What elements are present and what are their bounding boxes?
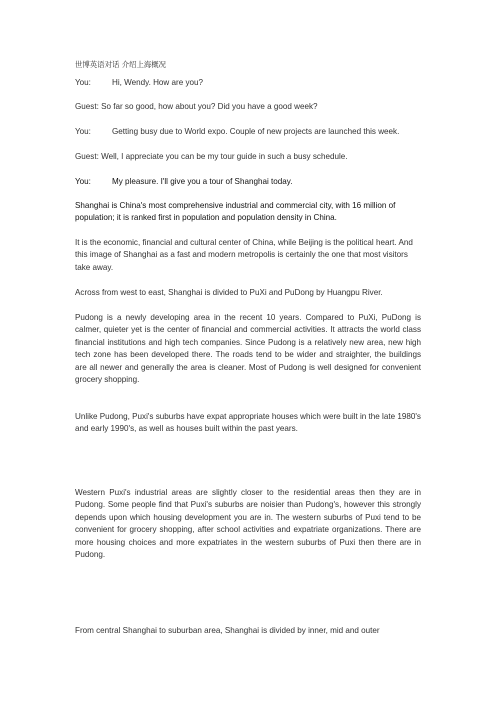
- speaker-label: Guest:: [75, 152, 99, 161]
- dialogue-text: Hi, Wendy. How are you?: [112, 78, 204, 87]
- dialogue-line: [75, 126, 425, 138]
- body-paragraph: It is the economic, financial and cultural center of China, while Beijing is the political heart. And this image of Shanghai as a fast and modern metropolis is certainly the one that most visitors take away.: [75, 238, 413, 272]
- body-paragraph: Unlike Pudong, Puxi's suburbs have expat appropriate houses which were built in the late 1980's and early 1990's, as well as houses built within the past years.: [75, 412, 421, 434]
- speaker-label: You:: [75, 177, 91, 186]
- dialogue-text: My pleasure. I'll give you a tour of Shanghai today.: [112, 177, 293, 186]
- dialogue-text: So far so good, how about you? Did you have a good week?: [101, 102, 318, 111]
- dialogue-line: [75, 151, 425, 163]
- body-paragraph: From central Shanghai to suburban area, Shanghai is divided by inner, mid and outer: [75, 626, 380, 635]
- dialogue-line: [75, 101, 425, 113]
- dialogue-text: Well, I appreciate you can be my tour guide in such a busy schedule.: [101, 152, 348, 161]
- document-title: 世博英语对话 介绍上海概况: [75, 60, 167, 69]
- body-paragraph: Pudong is a newly developing area in the recent 10 years. Compared to PuXi, PuDong is calmer, quieter yet is the center of financial and commercial activities. It attracts the world class financial institutions and high tech companies. Since Pudong is a relatively new area, new high tech zone has been developed there. The roads tend to be wider and straighter, the buildings are all newer and generally the area is cleaner. Most of Pudong is well designed for convenient grocery shopping.: [75, 313, 421, 385]
- dialogue-line: [75, 77, 425, 89]
- body-paragraph: Western Puxi's industrial areas are slightly closer to the residential areas then they are in Pudong. Some people find that Puxi's suburbs are noisier than Pudong's, however this strongly depends upon which housing development you are in. The western suburbs of Puxi tend to be convenient for grocery shopping, after school activities and expatriate organizations. There are more housing choices and more expatriates in the western suburbs of Puxi then there are in Pudong.: [75, 488, 421, 560]
- dialogue-text: Getting busy due to World expo. Couple of new projects are launched this week.: [112, 127, 400, 136]
- body-paragraph: Across from west to east, Shanghai is divided to PuXi and PuDong by Huangpu River.: [75, 288, 383, 297]
- speaker-label: Guest:: [75, 102, 99, 111]
- body-paragraph: Shanghai is China's most comprehensive industrial and commercial city, with 16 million of population; it is ranked first in population and population density in China.: [75, 201, 396, 223]
- dialogue-line: [75, 176, 425, 188]
- speaker-label: You:: [75, 78, 91, 87]
- speaker-label: You:: [75, 127, 91, 136]
